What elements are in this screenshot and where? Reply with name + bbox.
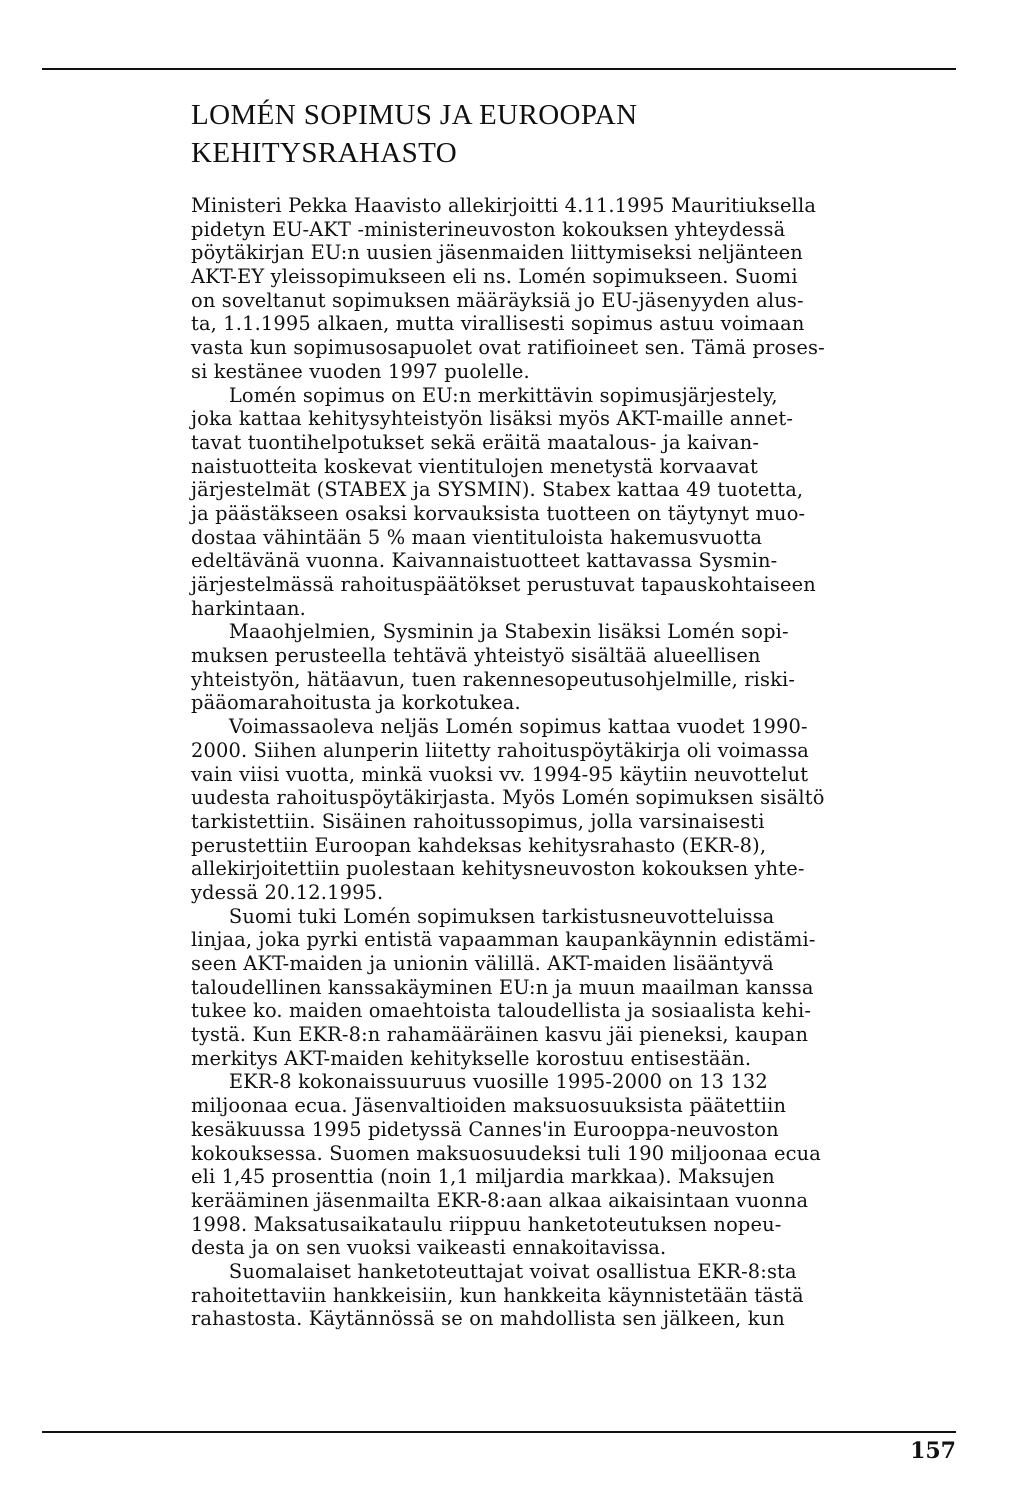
text-line: AKT-EY yleissopimukseen eli ns. Lomén sopimukseen. Suomi — [191, 265, 798, 289]
text-line: edeltävänä vuonna. Kaivannaistuotteet kattavassa Sysmin- — [191, 549, 778, 573]
text-line: yhteistyön, hätäavun, tuen rakennesopeutusohjelmille, riski- — [191, 667, 796, 691]
title-line-2: KEHITYSRAHASTO — [191, 137, 458, 169]
text-line: Lomén sopimus on EU:n merkittävin sopimusjärjestely, — [191, 383, 778, 407]
text-line: pidetyn EU-AKT -ministerineuvoston kokouksen yhteydessä — [191, 217, 786, 241]
body-text — [191, 194, 885, 1331]
text-line: uudesta rahoituspöytäkirjasta. Myös Lomén sopimuksen sisältö — [191, 786, 825, 810]
text-line: joka kattaa kehitysyhteistyön lisäksi myös AKT-maille annet- — [191, 407, 794, 431]
text-line: pöytäkirjan EU:n uusien jäsenmaiden liittymiseksi neljänteen — [191, 241, 803, 265]
text-line: 1998. Maksatusaikataulu riippuu hanketoteutuksen nopeu- — [191, 1212, 782, 1236]
text-line: vasta kun sopimusosapuolet ovat ratifioineet sen. Tämä proses- — [191, 336, 825, 360]
text-line: järjestelmässä rahoituspäätökset perustuvat tapauskohtaiseen — [191, 573, 816, 596]
text-line: ja päästäkseen osaksi korvauksista tuotteen on täytynyt muo- — [191, 501, 806, 525]
text-line: allekirjoitettiin puolestaan kehitysneuvoston kokouksen yhte- — [191, 857, 805, 881]
text-line: kokouksessa. Suomen maksuosuudeksi tuli 190 miljoonaa ecua — [191, 1141, 821, 1165]
text-line: Voimassaoleva neljäs Lomén sopimus kattaa vuodet 1990- — [191, 715, 808, 739]
text-line: vain viisi vuotta, minkä vuoksi vv. 1994-95 käytiin neuvottelut — [191, 762, 809, 786]
text-line: tukee ko. maiden omaehtoista taloudellista ja sosiaalista kehi- — [191, 999, 812, 1023]
text-line: Suomalaiset hanketoteuttajat voivat osallistua EKR-8:sta — [191, 1259, 797, 1283]
text-line: on soveltanut sopimuksen määräyksiä jo EU-jäsenyyden alus- — [191, 288, 804, 312]
text-line: rahastosta. Käytännössä se on mahdollista sen jälkeen, kun — [191, 1307, 785, 1331]
top-rule — [42, 68, 956, 70]
text-line: Ministeri Pekka Haavisto allekirjoitti 4.11.1995 Mauritiuksella — [191, 194, 817, 217]
text-line: kesäkuussa 1995 pidetyssä Cannes'in Eurooppa-neuvoston — [191, 1117, 779, 1141]
text-line: harkintaan. — [191, 596, 306, 620]
text-line: naistuotteita koskevat vientitulojen menetystä korvaavat — [191, 454, 758, 478]
page-title — [191, 96, 931, 172]
text-line: dostaa vähintään 5 % maan vientituloista hakemusvuotta — [191, 525, 763, 549]
text-line: eli 1,45 prosenttia (noin 1,1 miljardia markkaa). Maksujen — [191, 1165, 775, 1189]
text-line: Suomi tuki Lomén sopimuksen tarkistusneuvotteluissa — [191, 904, 775, 928]
text-line: ydessä 20.12.1995. — [191, 880, 384, 904]
text-line: Maaohjelmien, Sysminin ja Stabexin lisäksi Lomén sopi- — [191, 620, 789, 644]
text-line: tystä. Kun EKR-8:n rahamääräinen kasvu jäi pieneksi, kaupan — [191, 1023, 809, 1047]
text-line: desta ja on sen vuoksi vaikeasti ennakoitavissa. — [191, 1236, 667, 1260]
bottom-rule — [42, 1431, 956, 1433]
text-line: seen AKT-maiden ja unionin välillä. AKT-maiden lisääntyvä — [191, 952, 774, 975]
text-line: perustettiin Euroopan kahdeksas kehitysrahasto (EKR-8), — [191, 833, 767, 857]
text-line: ta, 1.1.1995 alkaen, mutta virallisesti sopimus astuu voimaan — [191, 312, 805, 336]
text-line: tarkistettiin. Sisäinen rahoitussopimus, jolla varsinaisesti — [191, 809, 765, 833]
title-line-1: LOMÉN SOPIMUS JA EUROOPAN — [191, 99, 638, 131]
text-line: merkitys AKT-maiden kehitykselle korostuu entisestään. — [191, 1046, 752, 1070]
text-line: järjestelmät (STABEX ja SYSMIN). Stabex kattaa 49 tuotetta, — [191, 478, 804, 502]
page-number: 157 — [910, 1438, 956, 1464]
text-line: linjaa, joka pyrki entistä vapaamman kaupankäynnin edistämi- — [191, 928, 816, 952]
text-line: si kestänee vuoden 1997 puolelle. — [191, 359, 530, 383]
text-line: kerääminen jäsenmailta EKR-8:aan alkaa aikaisintaan vuonna — [191, 1188, 809, 1212]
text-line: miljoonaa ecua. Jäsenvaltioiden maksuosuuksista päätettiin — [191, 1094, 787, 1118]
text-line: 2000. Siihen alunperin liitetty rahoituspöytäkirja oli voimassa — [191, 738, 810, 762]
text-line: taloudellinen kanssakäyminen EU:n ja muun maailman kanssa — [191, 975, 814, 999]
text-line: EKR-8 kokonaissuuruus vuosille 1995-2000 on 13 132 — [191, 1070, 768, 1094]
text-line: tavat tuontihelpotukset sekä eräitä maatalous- ja kaivan- — [191, 430, 760, 454]
text-line: pääomarahoitusta ja korkotukea. — [191, 691, 521, 715]
text-line: muksen perusteella tehtävä yhteistyö sisältää alueellisen — [191, 644, 761, 668]
text-line: rahoitettaviin hankkeisiin, kun hankkeita käynnistetään tästä — [191, 1283, 804, 1307]
